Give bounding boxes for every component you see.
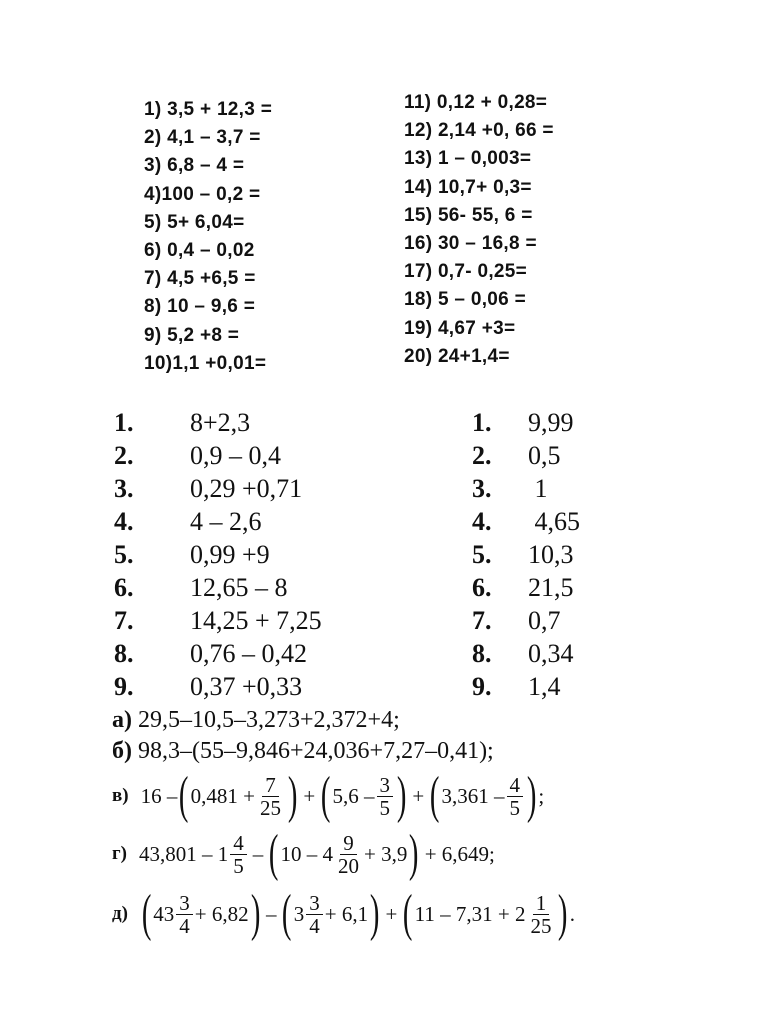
row-number: 5.	[472, 540, 492, 569]
exercise-list-11-20	[404, 89, 554, 371]
row-number: 9.	[114, 672, 134, 701]
expression-body: 98,3–(55–9,846+24,036+7,27–0,41);	[132, 738, 494, 764]
row-number: 7.	[114, 606, 134, 635]
denominator: 4	[179, 913, 190, 938]
answer-text: 1,4	[528, 672, 561, 701]
exercise-row: 6) 0,4 – 0,02	[144, 239, 255, 261]
expression-text: 0,76 – 0,42	[190, 639, 307, 668]
exercise-list-1-10	[144, 96, 272, 378]
expression-a	[112, 707, 400, 734]
fraction	[507, 774, 524, 819]
denominator: 25	[530, 913, 552, 938]
expression-text: 8+2,3	[190, 408, 251, 437]
exercise-row: 3) 6,8 – 4 =	[144, 155, 245, 177]
row-number: 4.	[472, 507, 492, 536]
answer-row	[472, 505, 580, 538]
denominator: 4	[309, 913, 320, 938]
fraction	[176, 892, 193, 937]
operator: –	[252, 841, 264, 866]
right-paren: )	[287, 767, 298, 824]
expression-part: 43,801 – 1	[138, 841, 229, 866]
denominator: 25	[260, 795, 282, 820]
expression-body: 29,5–10,5–3,273+2,372+4;	[132, 707, 400, 733]
expression-row	[114, 670, 322, 703]
terminator: .	[569, 901, 576, 926]
exercise-row: 8) 10 – 9,6 =	[144, 296, 256, 318]
expression-row	[114, 637, 322, 670]
row-number: 6.	[114, 573, 134, 602]
answer-text: 0,5	[528, 441, 561, 470]
exercise-row: 2) 4,1 – 3,7 =	[144, 127, 261, 149]
row-number: 4.	[114, 507, 134, 536]
expression-row	[114, 472, 322, 505]
left-paren: (	[282, 885, 292, 942]
exercise-row: 11) 0,12 + 0,28=	[404, 92, 548, 113]
fraction	[527, 892, 554, 937]
row-number: 1.	[114, 408, 134, 437]
answer-row	[472, 670, 580, 703]
exercise-row: 20) 24+1,4=	[404, 345, 510, 367]
expression-part: 3,361 –	[441, 783, 505, 808]
answer-text: 1	[528, 474, 548, 503]
answers-column	[472, 406, 580, 703]
fraction	[335, 832, 362, 877]
denominator: 5	[233, 853, 244, 878]
numerator: 3	[176, 892, 193, 915]
exercise-row: 14) 10,7+ 0,3=	[404, 176, 532, 198]
expression-part: + 6,82	[194, 901, 249, 926]
expression-row	[114, 439, 322, 472]
left-paren: (	[430, 767, 440, 824]
row-number: 8.	[114, 639, 134, 668]
numerator: 4	[507, 774, 524, 797]
expression-part: 16 –	[140, 783, 178, 808]
expression-row	[114, 538, 322, 571]
fraction	[257, 774, 284, 819]
fraction	[230, 832, 247, 877]
expression-text: 4 – 2,6	[190, 507, 262, 536]
right-paren: )	[526, 767, 537, 824]
expressions-column	[114, 406, 322, 703]
expression-part: 5,6 –	[332, 783, 375, 808]
left-paren: (	[141, 885, 152, 942]
exercise-row: 1) 3,5 + 12,3 =	[144, 99, 273, 120]
row-number: 7.	[472, 606, 492, 635]
expression-d	[112, 886, 575, 942]
expression-part: + 6,1	[324, 901, 369, 926]
answer-text: 21,5	[528, 573, 574, 602]
expression-text: 0,9 – 0,4	[190, 441, 281, 470]
expression-row	[114, 505, 322, 538]
answer-text: 4,65	[528, 507, 580, 536]
exercise-row: 18) 5 – 0,06 =	[404, 289, 526, 311]
terminator: ;	[538, 783, 545, 808]
expression-label: а)	[112, 707, 132, 733]
answer-text: 10,3	[528, 540, 574, 569]
expression-part: 3	[293, 901, 305, 926]
expression-label: г)	[112, 843, 127, 864]
row-number: 2.	[472, 441, 492, 470]
exercise-row: 12) 2,14 +0, 66 =	[404, 120, 554, 142]
expression-row	[114, 406, 322, 439]
right-paren: )	[396, 767, 407, 824]
exercise-row: 7) 4,5 +6,5 =	[144, 268, 256, 290]
denominator: 20	[338, 853, 360, 878]
numerator: 3	[306, 892, 323, 915]
answer-row	[472, 472, 580, 505]
answer-row	[472, 604, 580, 637]
expression-part: 10 – 4	[280, 841, 334, 866]
exercise-row: 16) 30 – 16,8 =	[404, 232, 537, 254]
expression-text: 0,37 +0,33	[190, 672, 303, 701]
answer-row	[472, 406, 580, 439]
right-paren: )	[370, 885, 380, 942]
exercise-row: 17) 0,7- 0,25=	[404, 261, 528, 283]
row-number: 1.	[472, 408, 492, 437]
row-number: 3.	[114, 474, 134, 503]
expression-part: 43	[153, 901, 175, 926]
answer-text: 0,34	[528, 639, 574, 668]
right-paren: )	[250, 885, 261, 942]
denominator: 5	[379, 795, 391, 820]
numerator: 1	[533, 892, 550, 915]
expression-label: д)	[112, 903, 128, 924]
fraction	[377, 774, 394, 819]
answer-row	[472, 571, 580, 604]
expression-part: + 3,9	[364, 841, 408, 866]
row-number: 8.	[472, 639, 492, 668]
expression-text: 14,25 + 7,25	[190, 606, 322, 635]
row-number: 2.	[114, 441, 134, 470]
row-number: 3.	[472, 474, 492, 503]
row-number: 5.	[114, 540, 134, 569]
expression-part: + 6,649;	[424, 841, 495, 866]
expression-text: 12,65 – 8	[190, 573, 288, 602]
denominator: 5	[509, 795, 521, 820]
expression-g	[112, 826, 499, 882]
numerator: 3	[377, 774, 394, 797]
expression-row	[114, 604, 322, 637]
expression-label: в)	[112, 785, 129, 806]
exercise-row: 19) 4,67 +3=	[404, 317, 516, 339]
mixed-number	[139, 832, 249, 877]
answer-row	[472, 538, 580, 571]
left-paren: (	[321, 767, 331, 824]
operator: –	[265, 901, 277, 926]
right-paren: )	[558, 885, 568, 942]
expression-part: 11 – 7,31 + 2	[414, 901, 526, 926]
expression-row	[114, 571, 322, 604]
expression-b	[112, 738, 494, 765]
answer-row	[472, 439, 580, 472]
answer-text: 9,99	[528, 408, 574, 437]
operator: +	[303, 783, 316, 808]
expression-part: 0,481 +	[190, 783, 256, 808]
right-paren: )	[409, 825, 419, 882]
expression-v	[112, 768, 544, 824]
exercise-row: 15) 56- 55, 6 =	[404, 204, 533, 226]
left-paren: (	[269, 825, 279, 882]
row-number: 6.	[472, 573, 492, 602]
exercise-row: 9) 5,2 +8 =	[144, 324, 240, 346]
numerator: 7	[262, 774, 279, 797]
expression-label: б)	[112, 738, 132, 764]
numerator: 9	[340, 832, 357, 855]
fraction	[306, 892, 323, 937]
exercise-row: 13) 1 – 0,003=	[404, 148, 532, 170]
numerator: 4	[230, 832, 247, 855]
left-paren: (	[179, 767, 189, 824]
exercise-row: 5) 5+ 6,04=	[144, 211, 245, 233]
expression-text: 0,99 +9	[190, 540, 270, 569]
answer-text: 0,7	[528, 606, 561, 635]
operator: +	[385, 901, 398, 926]
operator: +	[412, 783, 425, 808]
left-paren: (	[403, 885, 413, 942]
exercise-row: 4)100 – 0,2 =	[144, 183, 261, 205]
expression-text: 0,29 +0,71	[190, 474, 303, 503]
row-number: 9.	[472, 672, 492, 701]
answer-row	[472, 637, 580, 670]
exercise-row: 10)1,1 +0,01=	[144, 352, 267, 374]
